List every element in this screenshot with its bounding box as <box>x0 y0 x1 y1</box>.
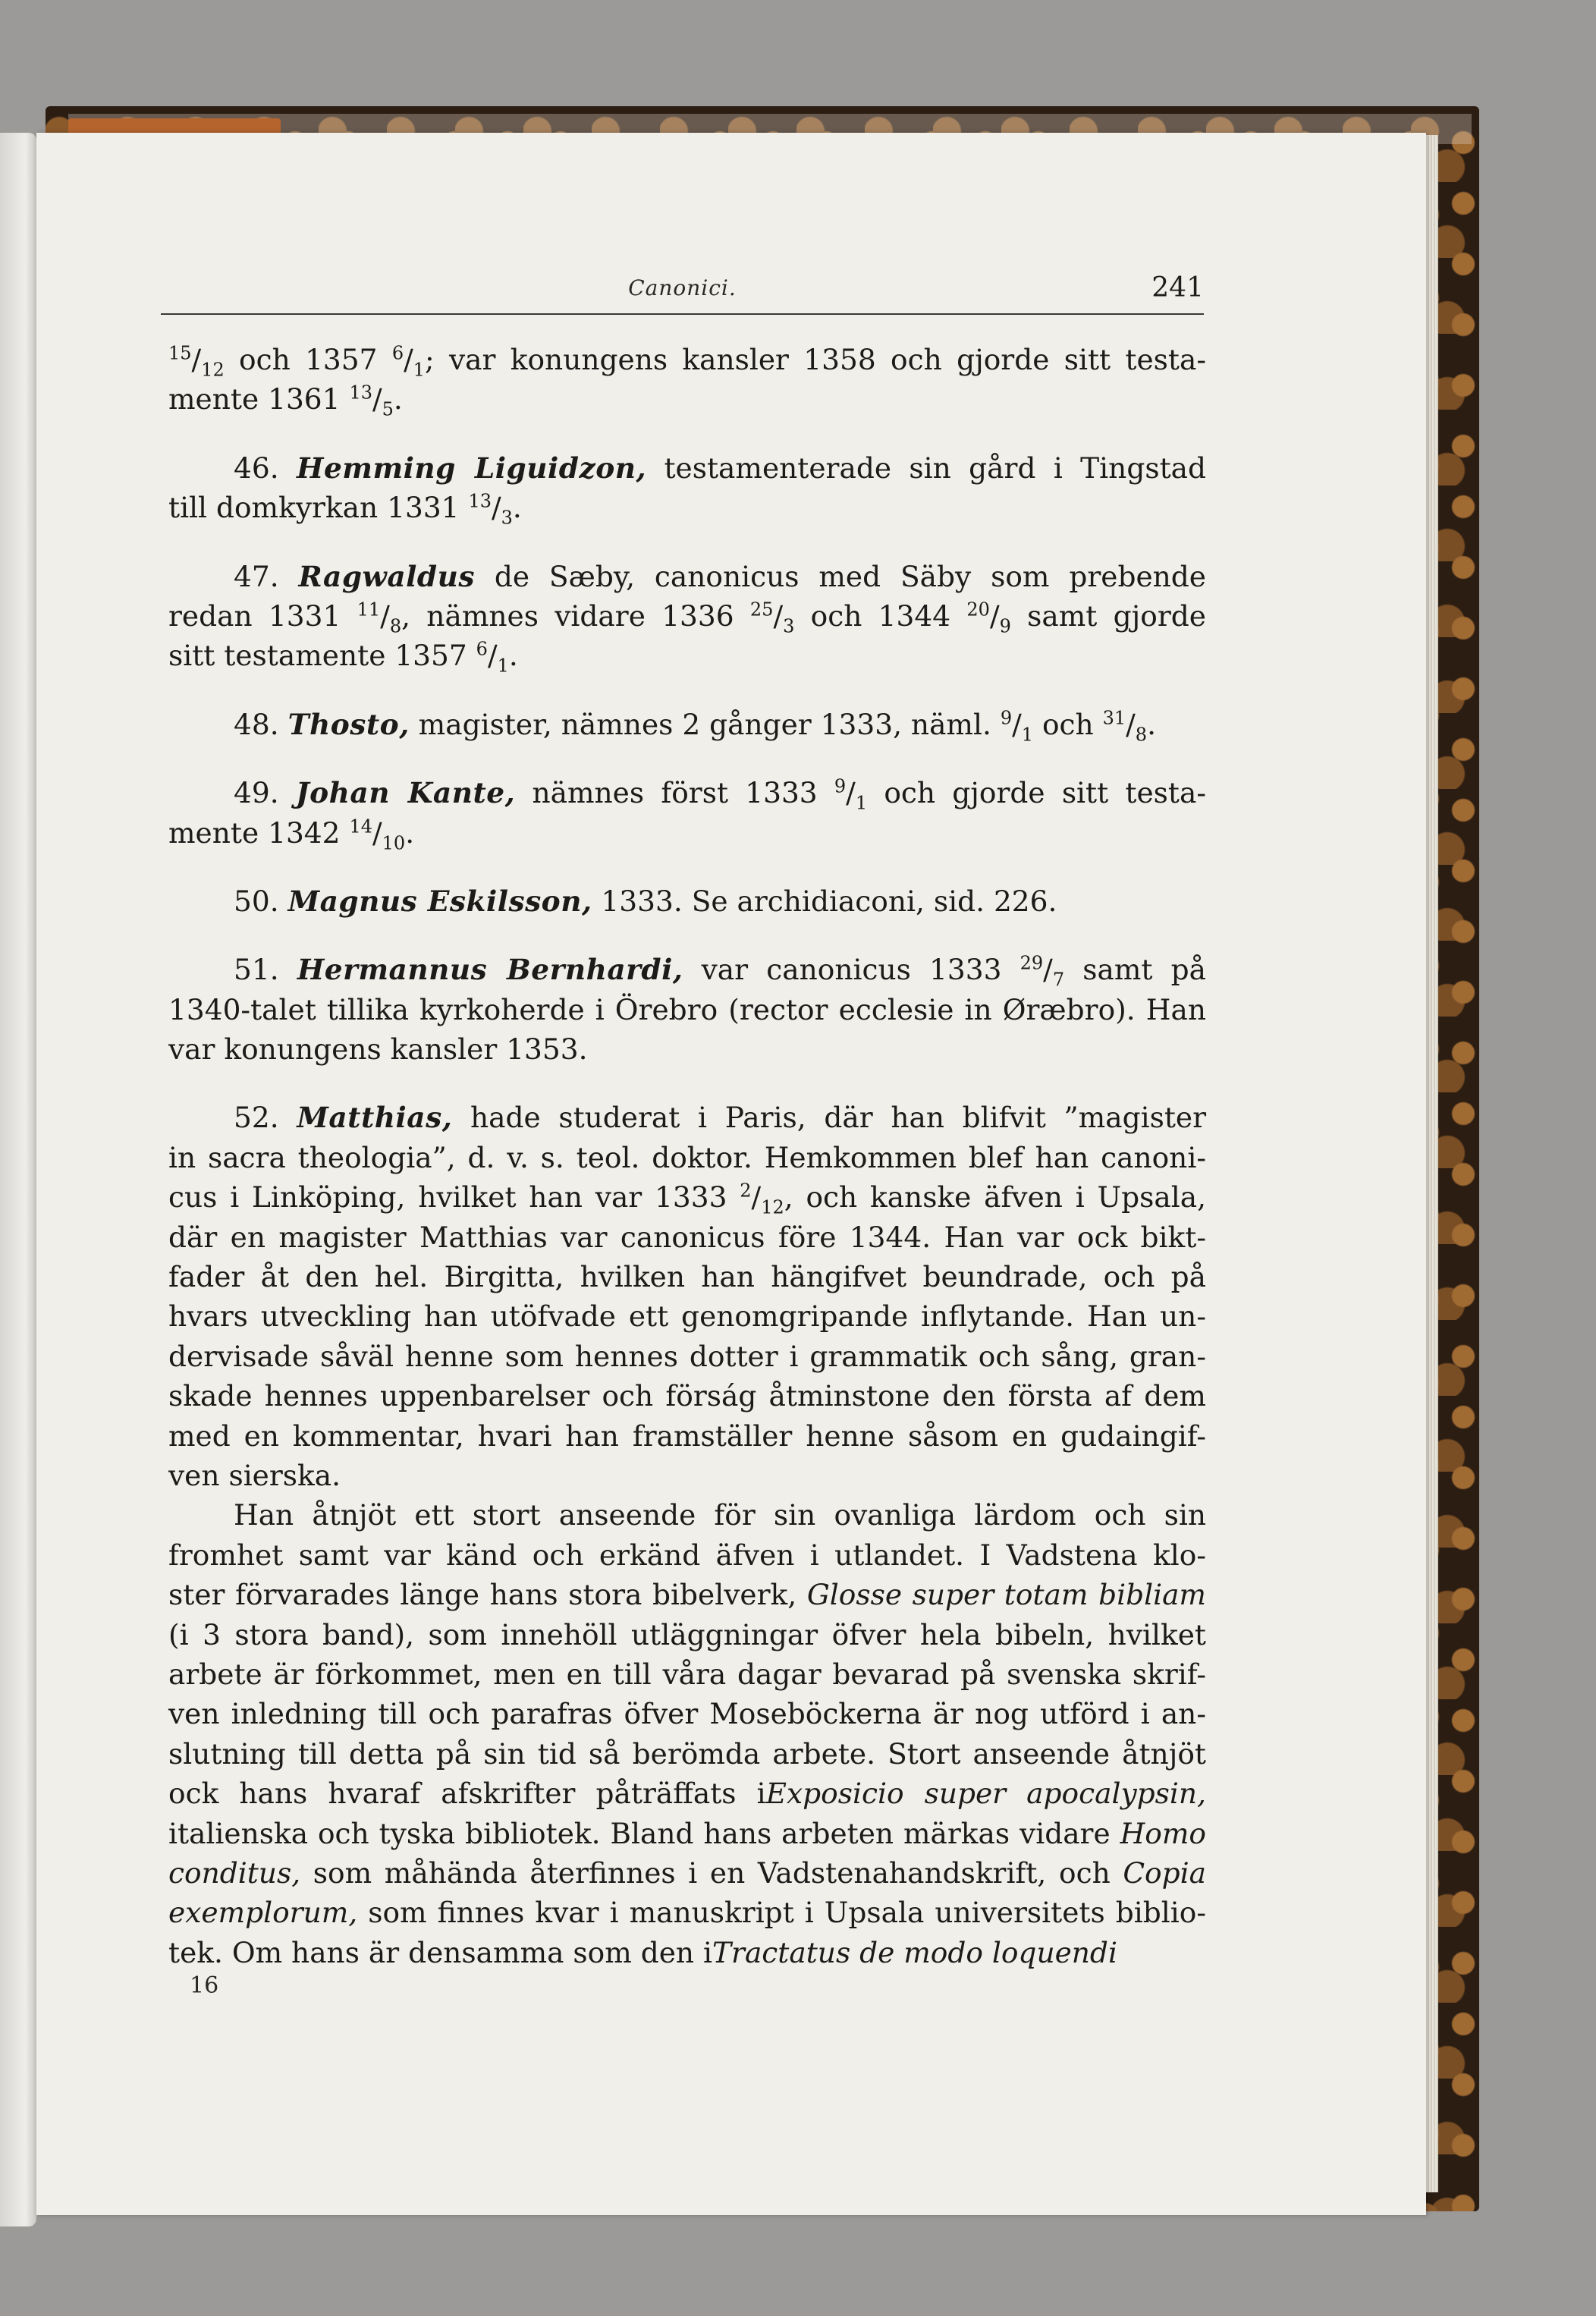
text-line-27 <box>168 1575 1206 1614</box>
text-line-32 <box>168 1774 1206 1813</box>
paragraph-gap <box>168 853 1206 881</box>
paragraph-gap <box>168 528 1206 557</box>
signature-mark: 16 <box>190 1972 219 1999</box>
text-line-29 <box>168 1655 1206 1694</box>
text-line-28 <box>168 1615 1206 1655</box>
fraction-denominator: 7 <box>1052 969 1065 991</box>
title-italic: Tractatus de modo loquendi <box>712 1935 1117 1969</box>
paragraph-gap <box>168 744 1206 773</box>
entry-text: var canonicus 1333 <box>683 953 1020 987</box>
text-run: tek. Om hans <box>168 1935 369 1969</box>
text-line-16 <box>168 1138 1206 1177</box>
fraction-numerator: 14 <box>349 815 372 837</box>
text-line-3 <box>168 448 1206 488</box>
entry-text: de Sæby, canonicus med Säby som prebende <box>474 559 1206 593</box>
person-name: Hemming Liguidzon, <box>297 451 647 485</box>
text-run: och gjorde sitt testa- <box>867 776 1207 810</box>
entry-number: 46. <box>234 451 279 485</box>
title-italic: exemplorum, <box>168 1896 358 1930</box>
person-name: Magnus Eskilsson, <box>287 884 592 918</box>
text-run: , nämnes vidare 1336 <box>401 599 750 633</box>
fraction-denominator: 10 <box>382 832 406 854</box>
entry-number: 52. <box>234 1101 279 1135</box>
fraction-denominator: 3 <box>501 507 513 529</box>
text-run: . <box>508 639 518 673</box>
text-line-23 <box>168 1416 1206 1456</box>
text-run: och <box>1033 707 1103 741</box>
paragraph-gap <box>168 676 1206 705</box>
text-run: hvaraf afskrifter påträffats i <box>328 1777 766 1811</box>
text-run: . <box>393 382 403 416</box>
fraction-denominator: 1 <box>855 792 868 814</box>
text-line-13 <box>168 990 1206 1029</box>
text-line-36 <box>168 1933 1206 1972</box>
text-run: 1340-talet tillika kyrkoherde i Örebro (rector ecclesie in Øræbro). Han <box>168 992 1206 1026</box>
fraction-denominator: 12 <box>761 1196 784 1218</box>
fraction-denominator: 1 <box>497 655 509 677</box>
text-line-26 <box>168 1535 1206 1575</box>
entry-number: 49. <box>234 776 279 810</box>
text-line-19 <box>168 1257 1206 1296</box>
text-line-11 <box>168 881 1206 921</box>
text-run: som måhända återfinnes i en Vadstenahandskrift, och <box>300 1856 1123 1890</box>
person-name: Ragwaldus <box>298 559 475 593</box>
entry-text: 1333. Se archidiaconi, sid. 226. <box>592 884 1057 918</box>
text-run: (i 3 stora band), som innehöll utläggningar öfver hela bibeln, hvilket <box>168 1617 1206 1651</box>
text-line-8: 48. Thosto, magister, nämnes 2 gånger 1333, näml. $^9/_1$ och $^{31}/_8$. <box>234 707 1156 746</box>
text-line-12: 51. Hermannus Bernhardi, var canonicus 1333 $^{29}/_7$ samt på <box>234 952 1207 991</box>
entry-text: testamenterade sin gård i Tingstad <box>646 451 1207 485</box>
text-line-9: 49. Johan Kante, nämnes först 1333 $^9/_1$ och gjorde sitt testa- <box>234 775 1207 814</box>
fraction-denominator: 5 <box>382 398 394 420</box>
text-run: samt på <box>1064 953 1207 987</box>
text-run: där en magister Matthias var canonicus före 1344. Han var ock bikt- <box>168 1220 1206 1254</box>
text-line-21 <box>168 1337 1206 1376</box>
text-line-31 <box>168 1734 1206 1774</box>
text-line-18 <box>168 1218 1206 1257</box>
text-run: in sacra theologia”, d. v. s. teol. doktor. Hemkommen blef han canoni- <box>168 1140 1206 1174</box>
text-run: hvars utveckling han utöfvade ett genomgripande inflytande. Han un- <box>168 1299 1206 1334</box>
text-run: cus i Linköping, hvilket han var 1333 <box>168 1180 740 1215</box>
fraction-numerator: 11 <box>357 599 381 621</box>
page-number: 241 <box>1151 272 1204 303</box>
paragraph-gap <box>168 1069 1206 1098</box>
text-line-4: till domkyrkan 1331 $^{13}/_3$. <box>168 490 522 529</box>
fraction-numerator: 20 <box>966 599 990 621</box>
text-run: italienska och tyska bibliotek. Bland hans arbeten märkas vidare <box>168 1816 1120 1850</box>
text-run: . <box>405 815 415 850</box>
entry-number: 47. <box>234 559 279 593</box>
entry-number: 51. <box>234 953 279 987</box>
fraction-denominator: 1 <box>413 359 426 381</box>
fraction-denominator: 1 <box>1021 724 1034 746</box>
text-line-34 <box>168 1853 1206 1893</box>
fraction-denominator: 12 <box>201 359 225 381</box>
text-line-2: mente 1361 $^{13}/_5$. <box>168 382 403 420</box>
entry-number: 50. <box>234 884 279 918</box>
entry-text: nämnes först 1333 <box>515 776 834 810</box>
text-run: sitt testamente 1357 <box>168 639 476 673</box>
text-run: ; var konungens kansler 1358 och gjorde sitt testa- <box>425 343 1206 376</box>
fraction-numerator: 31 <box>1102 707 1126 729</box>
text-run: . <box>512 491 522 525</box>
fraction-denominator: 9 <box>999 615 1011 637</box>
fraction-numerator: 29 <box>1019 952 1044 974</box>
text-line-15 <box>168 1098 1206 1137</box>
text-line-20 <box>168 1296 1206 1336</box>
text-line-33 <box>168 1814 1206 1853</box>
fraction-numerator: 13 <box>349 382 372 404</box>
text-run: skade hennes uppenbarelser och förság åtminstone den första af dem <box>168 1379 1206 1413</box>
title-italic: Glosse super totam bibliam <box>806 1578 1206 1612</box>
title-italic: Exposicio super apocalypsin, <box>765 1777 1206 1811</box>
text-run: Han åtnjöt ett stort anseende för sin ovanliga lärdom och sin <box>234 1498 1206 1532</box>
title-italic: Homo <box>1120 1816 1206 1850</box>
running-head-title: Canonici. <box>628 275 737 300</box>
paragraph-gap <box>168 921 1206 950</box>
text-line-17: cus i Linköping, hvilket han var 1333 $^2/_{12}$, och kanske äfven i Upsala, <box>168 1180 1206 1218</box>
text-run: dervisade såväl henne som hennes dotter i grammatik och sång, gran- <box>168 1339 1206 1373</box>
text-run: ock hans <box>168 1777 328 1811</box>
fraction-numerator: 25 <box>749 599 774 621</box>
text-run: , och kanske äfven i Upsala, <box>784 1180 1206 1215</box>
text-line-5 <box>168 557 1206 596</box>
title-italic: Copia <box>1123 1856 1206 1890</box>
person-name: Thosto, <box>287 707 410 741</box>
entry-text: hade studerat i Paris, där han blifvit ”magister <box>452 1101 1207 1135</box>
title-italic: conditus, <box>168 1856 301 1890</box>
text-run: och 1357 <box>224 343 392 376</box>
text-line-14 <box>168 1029 1206 1069</box>
facing-page-edge <box>0 133 36 2226</box>
text-run: fromhet samt var känd och erkänd äfven i utlandet. I Vadstena klo- <box>168 1538 1206 1572</box>
text-run: med en kommentar, hvari han framställer henne såsom en gudaingif- <box>168 1419 1206 1453</box>
fraction-numerator: 6 <box>476 638 488 660</box>
person-name: Hermannus Bernhardi, <box>297 953 683 987</box>
text-run: som finnes kvar i manuskript i Upsala universitets biblio- <box>357 1896 1206 1930</box>
text-line-24 <box>168 1456 1206 1495</box>
text-line-35 <box>168 1893 1206 1932</box>
text-run: fader åt den hel. Birgitta, hvilken han hängifvet beundrade, och på <box>168 1260 1206 1294</box>
body-text <box>168 340 1206 1972</box>
fraction-numerator: 15 <box>168 342 192 364</box>
text-run: slutning till detta på sin tid så berömda arbete. Stort anseende åtnjöt <box>168 1736 1206 1771</box>
person-name: Matthias, <box>297 1101 453 1135</box>
text-run: ster förvarades länge hans stora bibelverk, <box>168 1578 807 1612</box>
text-run: ven inledning till och parafras öfver Moseböckerna är nog utförd i an- <box>168 1697 1206 1731</box>
fraction-denominator: 3 <box>783 615 795 637</box>
text-run: och 1344 <box>794 599 967 633</box>
fraction-numerator: 6 <box>391 342 404 364</box>
text-line-1: $^{15}/_{12}$ och 1357 $^6/_1$; var konungens kansler 1358 och gjorde sitt testa- <box>168 342 1206 381</box>
text-run: mente 1342 <box>168 815 350 850</box>
fraction-denominator: 8 <box>389 615 402 637</box>
text-run: samt gjorde <box>1010 599 1206 633</box>
text-line-6: redan 1331 $^{11}/_8$, nämnes vidare 1336 $^{25}/_3$ och 1344 $^{20}/_9$ samt gjorde <box>168 599 1206 637</box>
text-run: till domkyrkan 1331 <box>168 491 469 525</box>
text-line-30 <box>168 1694 1206 1733</box>
text-run: . <box>1147 707 1156 741</box>
text-run: är densamma som den i <box>368 1935 712 1969</box>
person-name: Johan Kante, <box>295 776 516 810</box>
fraction-denominator: 8 <box>1135 724 1148 746</box>
text-line-25 <box>168 1495 1206 1535</box>
fraction-numerator: 2 <box>740 1180 752 1202</box>
text-run: arbete är förkommet, men en till våra dagar bevarad på svenska skrif- <box>168 1657 1206 1691</box>
text-line-22 <box>168 1376 1206 1416</box>
text-line-7: sitt testamente 1357 $^6/_1$. <box>168 638 518 677</box>
entry-text: magister, nämnes 2 gånger 1333, näml. <box>409 707 1001 741</box>
fraction-numerator: 9 <box>834 775 847 797</box>
fraction-numerator: 13 <box>468 490 492 512</box>
running-head <box>161 272 1204 315</box>
entry-number: 48. <box>234 707 279 741</box>
text-line-10: mente 1342 $^{14}/_{10}$. <box>168 815 415 854</box>
text-run: var konungens kansler 1353. <box>168 1032 588 1067</box>
text-run: mente 1361 <box>168 382 350 416</box>
text-run: redan 1331 <box>168 599 357 633</box>
paragraph-gap <box>168 420 1206 448</box>
fraction-numerator: 9 <box>1000 707 1013 729</box>
text-run: ven sierska. <box>168 1458 341 1492</box>
